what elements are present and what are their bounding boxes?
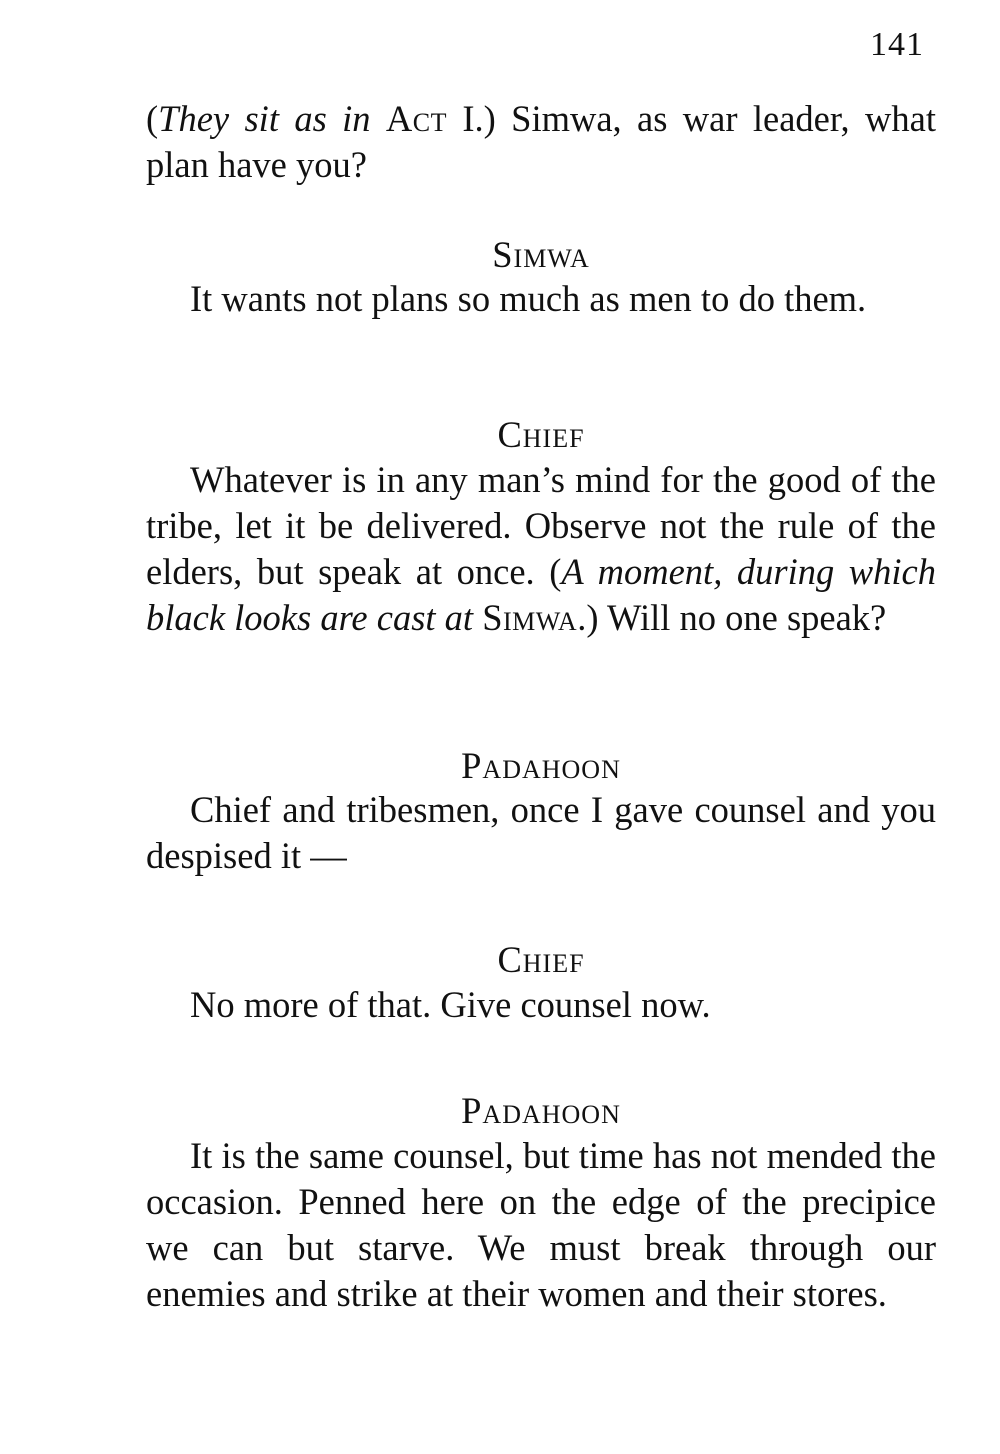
speech-simwa: It wants not plans so much as men to do them.	[190, 278, 867, 319]
opening-speech: Simwa, as war leader, what plan have you?	[146, 98, 936, 185]
stage-direction-open: (	[534, 551, 562, 592]
stage-direction-act: Act	[385, 98, 447, 139]
speech-chief	[146, 457, 936, 641]
stage-direction-italic: A moment, during which black looks are cast at	[146, 551, 936, 638]
stage-direction-close: .)	[577, 597, 599, 638]
stage-direction-close: I.)	[447, 98, 496, 139]
speaker-chief: Chief	[497, 414, 585, 455]
speech-chief: No more of that. Give counsel now.	[190, 984, 711, 1025]
speech-chief-after: Will no one speak?	[598, 597, 887, 638]
page-number: 141	[870, 26, 924, 63]
stage-direction-open: (	[146, 98, 159, 139]
speaker-simwa: Simwa	[492, 234, 590, 275]
speech-chief-line: Whatever is in any man’s mind for the good of the tribe, let it be delivered. Observe not the rule of the elders, but speak at once.	[146, 459, 936, 592]
stage-direction-name: Simwa	[482, 597, 578, 638]
speech-padahoon: It is the same counsel, but time has not mended the occasion. Penned here on the edge of the precipice we can but starve. We must break through our enemies and strike at their women and their stores.	[146, 1135, 936, 1314]
opening-paragraph	[146, 96, 936, 188]
speaker-padahoon: Padahoon	[461, 745, 621, 786]
speaker-padahoon: Padahoon	[461, 1090, 621, 1131]
stage-direction-italic: They sit as in	[158, 98, 371, 139]
speech-padahoon: Chief and tribesmen, once I gave counsel and you despised it —	[146, 789, 936, 876]
speaker-chief: Chief	[497, 939, 585, 980]
